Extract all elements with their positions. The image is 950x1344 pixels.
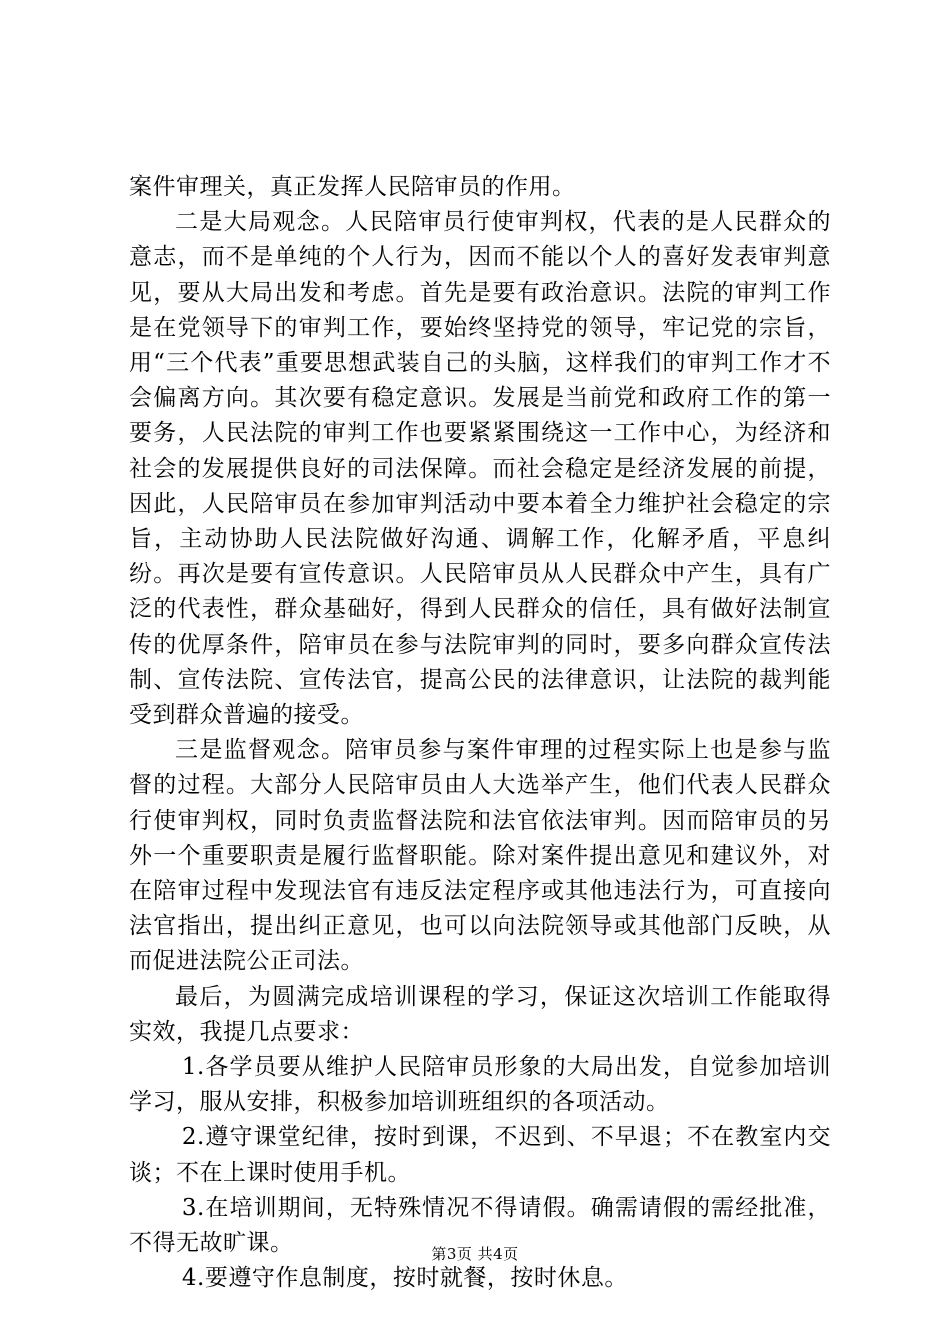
paragraph-requirements-intro: 最后，为圆满完成培训课程的学习，保证这次培训工作能取得实效，我提几点要求：: [129, 983, 831, 1045]
paragraph-supervision-view: 三是监督观念。陪审员参与案件审理的过程实际上也是参与监督的过程。大部分人民陪审员由人大选举产生，他们代表人民群众行使审判权，同时负责监督法院和法官依法审判。因而陪审员的另外一个重要职责是履行监督职能。除对案件提出意见和建议外，对在陪审过程中发现法官有违反法定程序或其他违法行为，可直接向法官指出，提出纠正意见，也可以向法院领导或其他部门反映，从而促进法院公正司法。: [129, 737, 831, 975]
page-number-footer: 第3页 共4页: [431, 1245, 519, 1263]
requirement-item-2: 2.遵守课堂纪律，按时到课，不迟到、不早退；不在教室内交谈；不在上课时使用手机。: [129, 1124, 831, 1186]
paragraph-continuation: 案件审理关，真正发挥人民陪审员的作用。: [129, 174, 576, 200]
requirement-item-1: 1.各学员要从维护人民陪审员形象的大局出发，自觉参加培训学习，服从安排，积极参加培训班组织的各项活动。: [129, 1054, 831, 1116]
requirement-item-3: 3.在培训期间，无特殊情况不得请假。确需请假的需经批准，不得无故旷课。: [129, 1194, 831, 1257]
document-body: [129, 170, 831, 1297]
paragraph-overall-view: 二是大局观念。人民陪审员行使审判权，代表的是人民群众的意志，而不是单纯的个人行为，因而不能以个人的喜好发表审判意见，要从大局出发和考虑。首先是要有政治意识。法院的审判工作是在党领导下的审判工作，要始终坚持党的领导，牢记党的宗旨，用“三个代表”重要思想武装自己的头脑，这样我们的审判工作才不会偏离方向。其次要有稳定意识。发展是当前党和政府工作的第一要务，人民法院的审判工作也要紧紧围绕这一工作中心，为经济和社会的发展提供良好的司法保障。而社会稳定是经济发展的前提，因此，人民陪审员在参加审判活动中要本着全力维护社会稳定的宗旨，主动协助人民法院做好沟通、调解工作，化解矛盾，平息纠纷。再次是要有宣传意识。人民陪审员从人民群众中产生，具有广泛的代表性，群众基础好，得到人民群众的信任，具有做好法制宣传的优厚条件，陪审员在参与法院审判的同时，要多向群众宣传法制、宣传法院、宣传法官，提高公民的法律意识，让法院的裁判能受到群众普遍的接受。: [129, 209, 831, 729]
requirement-item-4: 4.要遵守作息制度，按时就餐，按时休息。: [181, 1265, 628, 1292]
